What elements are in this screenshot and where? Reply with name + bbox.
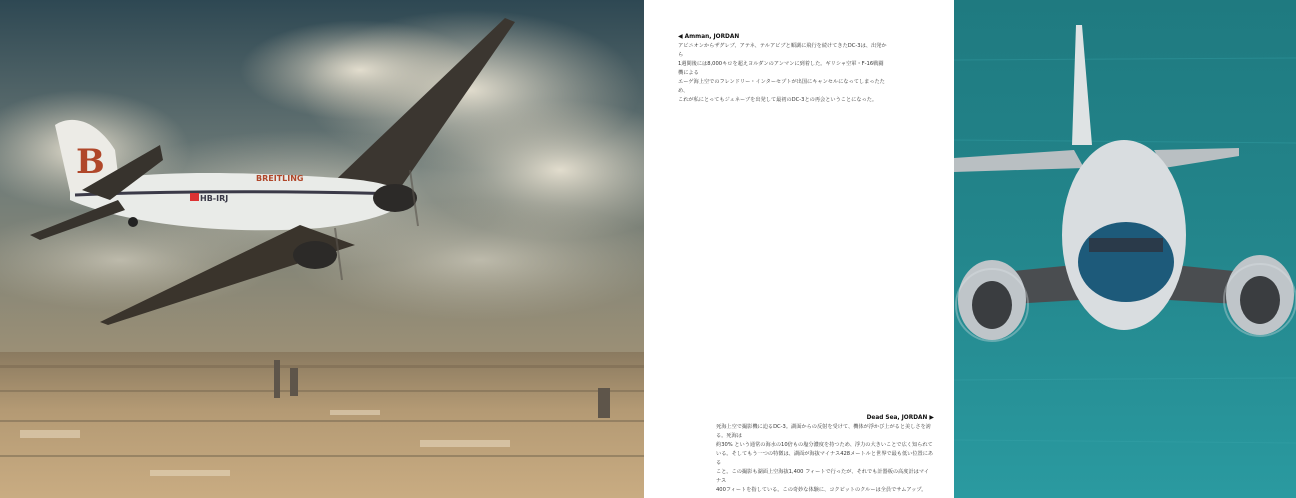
caption-line: 1週間後には8,000キロを超えヨルダンのアンマンに到着した。ギリシャ空軍・F-16戦闘機による <box>678 61 884 76</box>
caption-line: いる。そしてもう一つの特徴は、湖面が海抜マイナス428メートルと世界で最も低い位置にある <box>716 451 934 466</box>
right-arrow-icon: ▶ <box>929 414 934 421</box>
dc3-dead-sea-illustration <box>954 0 1296 498</box>
text-page <box>644 0 954 498</box>
caption-line: アビニオンからザグレブ、アテネ、テルアビブと順調に飛行を続けてきたDC-3は、出発から <box>678 43 887 58</box>
caption-line: 死海上空で撮影機に迫るDC-3。湖面からの反射を受けて、機体が浮かび上がると美しさを誇る。死海は <box>716 424 931 439</box>
caption-amman <box>678 32 888 105</box>
caption-amman-title: ◀ Amman, JORDAN <box>678 33 740 40</box>
registration-text: HB-IRJ <box>200 194 229 203</box>
caption-dead-sea-title: Dead Sea, JORDAN ▶ <box>866 414 934 421</box>
caption-line: エーゲ海上空でのフレンドリー・インターセプトが出国にキャンセルになってしまったため、 <box>678 79 885 94</box>
caption-dead-sea <box>716 413 934 495</box>
caption-line: 約30% という通常の海水の10倍もの塩分濃度を持つため、浮力の大きいことで広く知られて <box>716 442 933 448</box>
photo-amman <box>0 0 644 498</box>
livery-text: BREITLING <box>256 174 304 183</box>
photo-dead-sea <box>954 0 1296 498</box>
dc3-amman-illustration <box>0 0 644 498</box>
tail-logo: B <box>76 142 105 182</box>
left-arrow-icon: ◀ <box>678 33 683 40</box>
caption-line: 400フィートを指している。この奇妙な体験に、コクピットのクルーは全員でサムアップ。 <box>716 487 927 493</box>
caption-line: これが私にとってもジュネーブを出発して最初のDC-3との再会ということになった。 <box>678 97 878 103</box>
caption-line: こと。この撮影も湖面上空海抜1,400 フィートで行ったが、それでも計器板の高度計はマイナス <box>716 469 930 484</box>
